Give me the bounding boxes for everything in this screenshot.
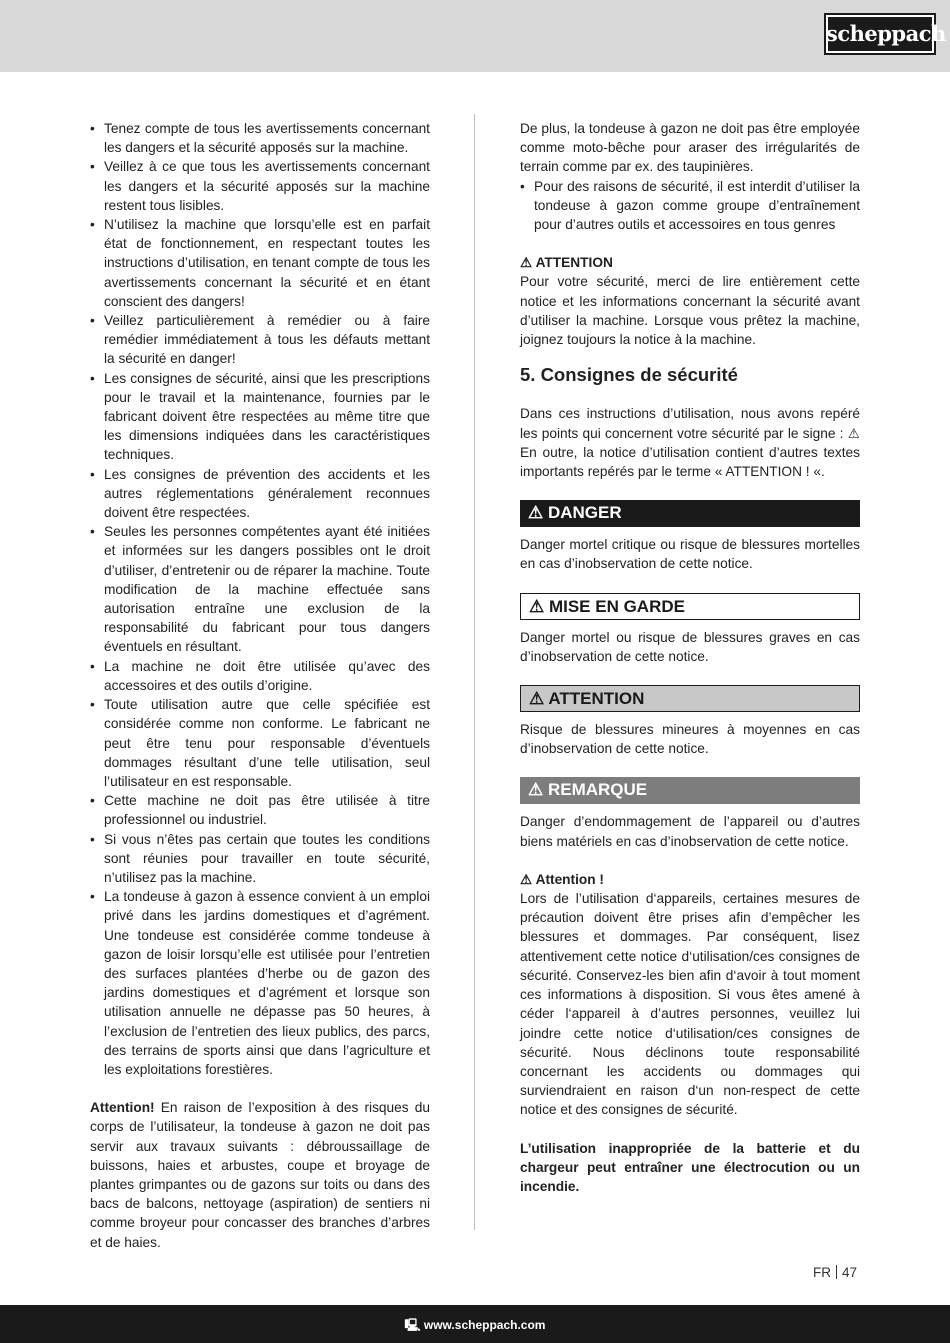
list-item: • Toute utilisation autre que celle spécifiée est considérée comme non conforme. Le fabricant ne peut être tenu pour responsable d’éventuels dommages résultant d’une telle utilisation, seul l’utilisateur en est responsable. [90, 695, 430, 791]
right-column [520, 119, 860, 1196]
list-item: • Tenez compte de tous les avertissements concernant les dangers et la sécurité apposés sur la machine. [90, 119, 430, 157]
list-item: • Les consignes de sécurité, ainsi que les prescriptions pour le travail et la maintenance, fournies par le fabricant doivent être respectées au même titre que les dimensions indiquées dans les caractéristiques techniques. [90, 369, 430, 465]
footer-band [0, 1305, 950, 1343]
list-item: • La tondeuse à gazon à essence convient à un emploi privé dans les jardins domestiques et d’agrément. Une tondeuse est considérée comme tondeuse à gazon de loisir lorsqu’elle est utilisée pour l’entretien des surfaces plantées d’herbe ou de gazon des jardins domestiques et d’agrément et lorsque son utilisation annuelle ne dépasse pas 50 heures, à l’exclusion de l’entretien des lieux publics, des parcs, des terrains de sports ainsi que dans l’agriculture et les exploitations forestières. [90, 887, 430, 1079]
list-item: • Veillez particulièrement à remédier ou à faire remédier immédiatement à tous les défauts mettant la sécurité en danger! [90, 311, 430, 369]
list-item: • Si vous n’êtes pas certain que toutes les conditions sont réunies pour travailler en toute sécurité, n’utilisez pas la machine. [90, 830, 430, 888]
attention-paragraph-2: Lors de l’utilisation d‘appareils, certaines mesures de précaution doivent être prises afin d’empêcher les blessures et dommages. Par conséquent, lisez attentivement cette notice d‘utilisation/ces consignes de sécurité. Conservez-les bien afin d‘avoir à tout moment ces informations à disposition. Si vous êtes amené à céder l‘appareil à d’autres personnes, veuillez lui joindre cette notice d‘utilisation/ces consignes de sécurité. Nous déclinons toute responsabilité concernant les accidents ou dommages qui surviendraient en raison d‘un non-respect de cette notice et des consignes de sécurité. [520, 891, 860, 1118]
column-divider [474, 114, 475, 1230]
language-code: FR [813, 1265, 831, 1280]
list-item: • N’utilisez la machine que lorsqu’elle est en parfait état de fonctionnement, en respectant toutes les instructions d’utilisation, en tenant compte de tous les avertissements concernant la sécurité et en étant conscient des dangers! [90, 215, 430, 311]
list-item: • Les consignes de prévention des accidents et les autres réglementations généralement reconnues doivent être respectées. [90, 465, 430, 523]
caution-label: ⚠ ATTENTION [520, 685, 860, 712]
attention-text: En raison de l’exposition à des risques du corps de l’utilisateur, la tondeuse à gazon ne doit pas servir aux travaux suivants : débroussaillage de buissons, haies et arbustes, coupe et broyage de plantes grimpantes ou de gazons sur toits ou dans des bacs de balcons, nettoyage (aspiration) de sentiers ni comme broyeur pour concasser des branches d’arbres et de haies. [90, 1100, 430, 1250]
page-number [813, 1265, 857, 1280]
separator [836, 1265, 837, 1279]
danger-label: ⚠ DANGER [520, 500, 860, 527]
list-item: • Pour des raisons de sécurité, il est interdit d’utiliser la tondeuse à gazon comme groupe d’entraînement pour d’autres outils et accessoires en tous genres [520, 177, 860, 235]
note-label: ⚠ REMARQUE [520, 777, 860, 804]
section-title: 5. Consignes de sécurité [520, 364, 738, 386]
website-link[interactable]: 🖳 www.scheppach.com [404, 1318, 546, 1332]
attention-heading-2: ⚠ Attention ! [520, 871, 604, 887]
header-band [0, 0, 950, 72]
list-item: • Veillez à ce que tous les avertissements concernant les dangers et la sécurité apposés sur la machine restent tous lisibles. [90, 157, 430, 215]
list-item: • Cette machine ne doit pas être utilisée à titre professionnel ou industriel. [90, 791, 430, 829]
battery-warning: L’utilisation inappropriée de la batterie et du chargeur peut entraîner une électrocution ou un incendie. [520, 1140, 860, 1194]
brand-logo: scheppach [824, 13, 936, 55]
list-item: • La machine ne doit être utilisée qu’avec des accessoires et des outils d’origine. [90, 657, 430, 695]
note-text: Danger d’endommagement de l’appareil ou d’autres biens matériels en cas d’inobservation de cette notice. [520, 814, 860, 849]
warning-label: ⚠ MISE EN GARDE [520, 593, 860, 620]
section-intro: Dans ces instructions d’utilisation, nous avons repéré les points qui concernent votre sécurité par le signe : ⚠ En outre, la notice d’utilisation contient d’autres textes importants repérés par le terme « ATTENTION ! «. [520, 406, 860, 480]
attention-heading: ⚠ ATTENTION [520, 255, 613, 271]
danger-text: Danger mortel critique ou risque de blessures mortelles en cas d’inobservation de cette notice. [520, 537, 860, 572]
page-number-value: 47 [842, 1265, 858, 1280]
list-item: • Seules les personnes compétentes ayant été initiées et informées sur les dangers possibles ont le droit d’utiliser, d’entretenir ou de réparer la machine. Toute modification de la machine effectuée sans autorisation entraîne une exclusion de la responsabilité du fabricant pour tous dangers éventuels en résultant. [90, 522, 430, 656]
attention-label: Attention! [90, 1100, 155, 1116]
caution-text: Risque de blessures mineures à moyennes en cas d’inobservation de cette notice. [520, 722, 860, 757]
attention-paragraph [90, 1098, 430, 1252]
safety-bullet-list [90, 119, 430, 1079]
right-bullet-list [520, 177, 860, 235]
intro-paragraph: De plus, la tondeuse à gazon ne doit pas être employée comme moto-bêche pour araser des irrégularités de terrain comme par ex. des taupinières. [520, 121, 860, 175]
left-column [90, 119, 430, 1252]
warning-text: Danger mortel ou risque de blessures graves en cas d’inobservation de cette notice. [520, 629, 860, 664]
attention-paragraph: Pour votre sécurité, merci de lire entièrement cette notice et les informations concernant la sécurité avant d’utiliser la machine. Lorsque vous prêtez la machine, joignez toujours la notice à la machine. [520, 274, 860, 348]
